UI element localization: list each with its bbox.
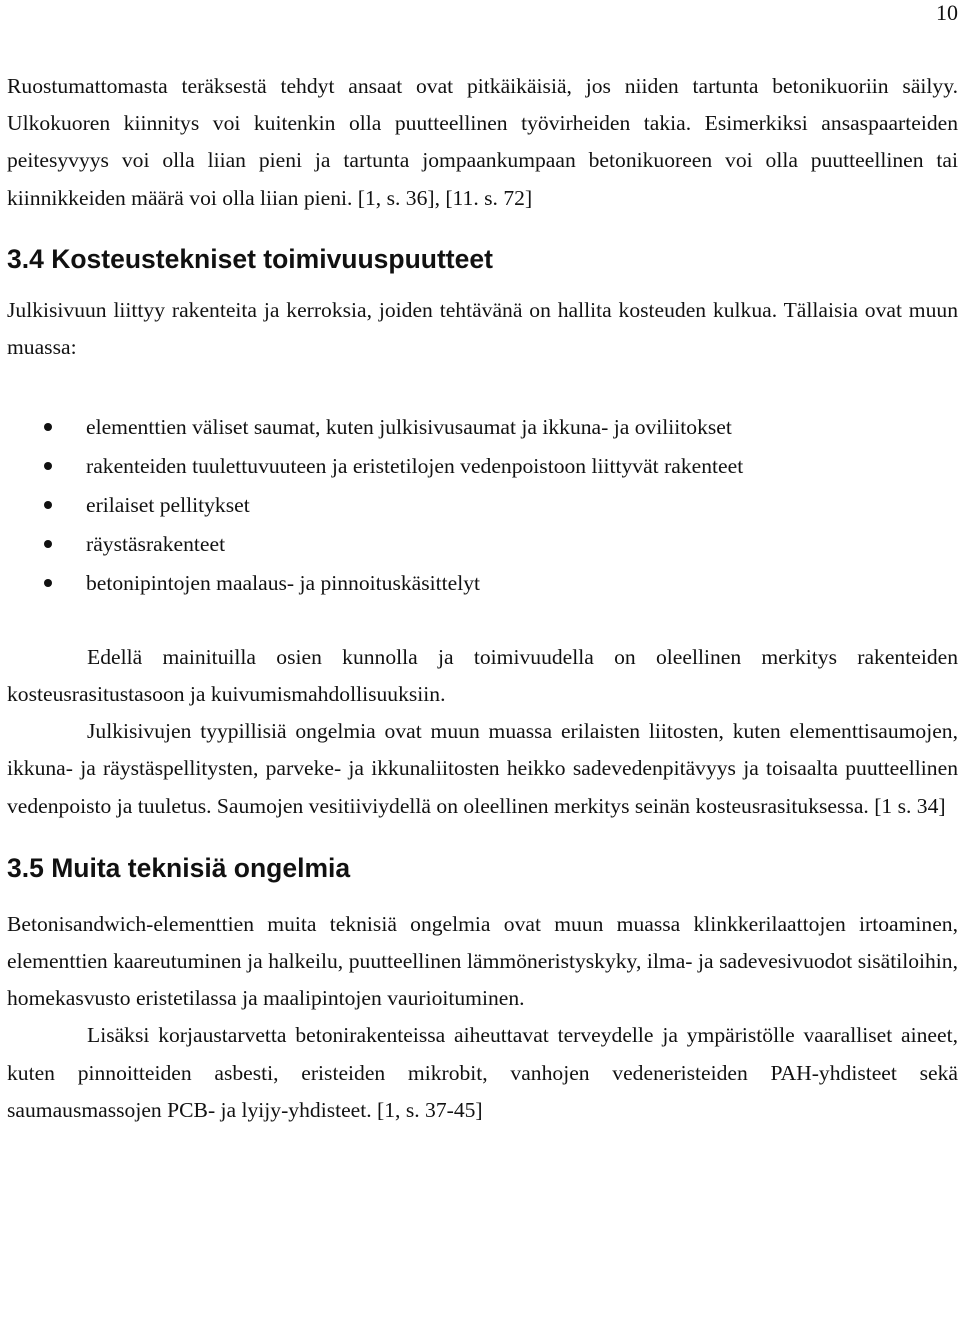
list-item bbox=[7, 486, 958, 525]
document-body bbox=[7, 68, 958, 1129]
list-item-text: elementtien väliset saumat, kuten julkisivusaumat ja ikkuna- ja oviliitokset bbox=[86, 415, 732, 440]
page-number: 10 bbox=[936, 0, 958, 25]
list-item-text: räystäsrakenteet bbox=[86, 531, 226, 556]
list-item bbox=[7, 525, 958, 564]
bullet-icon bbox=[44, 501, 52, 509]
list-item bbox=[7, 564, 958, 603]
section-heading-3-4: 3.4 Kosteustekniset toimivuuspuutteet bbox=[7, 243, 493, 274]
bullet-icon bbox=[44, 462, 52, 470]
list-item-text: erilaiset pellitykset bbox=[86, 493, 250, 518]
section-3-4-paragraph-2: Julkisivujen tyypillisiä ongelmia ovat muun muassa erilaisten liitosten, kuten elementtisaumojen, ikkuna- ja räystäspellitysten, parveke- ja ikkunaliitosten heikko sadevedenpitävyys ja toisaalta puutteellinen vedenpoisto ja tuuletus. Saumojen vesitiiviydellä on oleellinen merkitys seinän kosteusrasituksessa. [1 s. 34] bbox=[7, 719, 958, 818]
section-heading-3-5: 3.5 Muita teknisiä ongelmia bbox=[7, 852, 351, 883]
bullet-list bbox=[7, 408, 958, 603]
list-item-text: rakenteiden tuulettuvuuteen ja eristetilojen vedenpoistoon liittyvät rakenteet bbox=[86, 454, 744, 479]
list-item-text: betonipintojen maalaus- ja pinnoituskäsittelyt bbox=[86, 570, 481, 595]
section-3-4-intro-paragraph: Julkisivuun liittyy rakenteita ja kerroksia, joiden tehtävänä on hallita kosteuden kulkua. Tällaisia ovat muun muassa: bbox=[7, 297, 958, 360]
list-item bbox=[7, 408, 958, 447]
bullet-icon bbox=[44, 579, 52, 587]
intro-paragraph: Ruostumattomasta teräksestä tehdyt ansaat ovat pitkäikäisiä, jos niiden tartunta betonikuoriin säilyy. Ulkokuoren kiinnitys voi kuitenkin olla puutteellinen työvirheiden takia. Esimerkiksi ansaspaarteiden peitesyvyys voi olla liian pieni ja tartunta jompaankumpaan betonikuoreen voi olla puutteellinen tai kiinnikkeiden määrä voi olla liian pieni. [1, s. 36], [11. s. 72] bbox=[7, 74, 958, 210]
section-3-5-paragraph-1: Betonisandwich-elementtien muita teknisiä ongelmia ovat muun muassa klinkkerilaattojen irtoaminen, elementtien kaareutuminen ja halkeilu, puutteellinen lämmöneristyskyky, ilma- ja sadevesivuodot sisätiloihin, homekasvusto eristetilassa ja maalipintojen vaurioituminen. bbox=[7, 911, 958, 1011]
section-3-4-paragraph-1: Edellä mainituilla osien kunnolla ja toimivuudella on oleellinen merkitys rakenteiden kosteusrasitustasoon ja kuivumismahdollisuuksiin. bbox=[7, 644, 958, 706]
section-3-5-paragraph-2: Lisäksi korjaustarvetta betonirakenteissa aiheuttavat terveydelle ja ympäristölle vaaralliset aineet, kuten pinnoitteiden asbesti, eristeiden mikrobit, vanhojen vedeneristeiden PAH-yhdisteet sekä saumausmassojen PCB- ja lyijy-yhdisteet. [1, s. 37-45] bbox=[7, 1023, 958, 1122]
list-item bbox=[7, 447, 958, 486]
bullet-icon bbox=[44, 423, 52, 431]
bullet-icon bbox=[44, 540, 52, 548]
